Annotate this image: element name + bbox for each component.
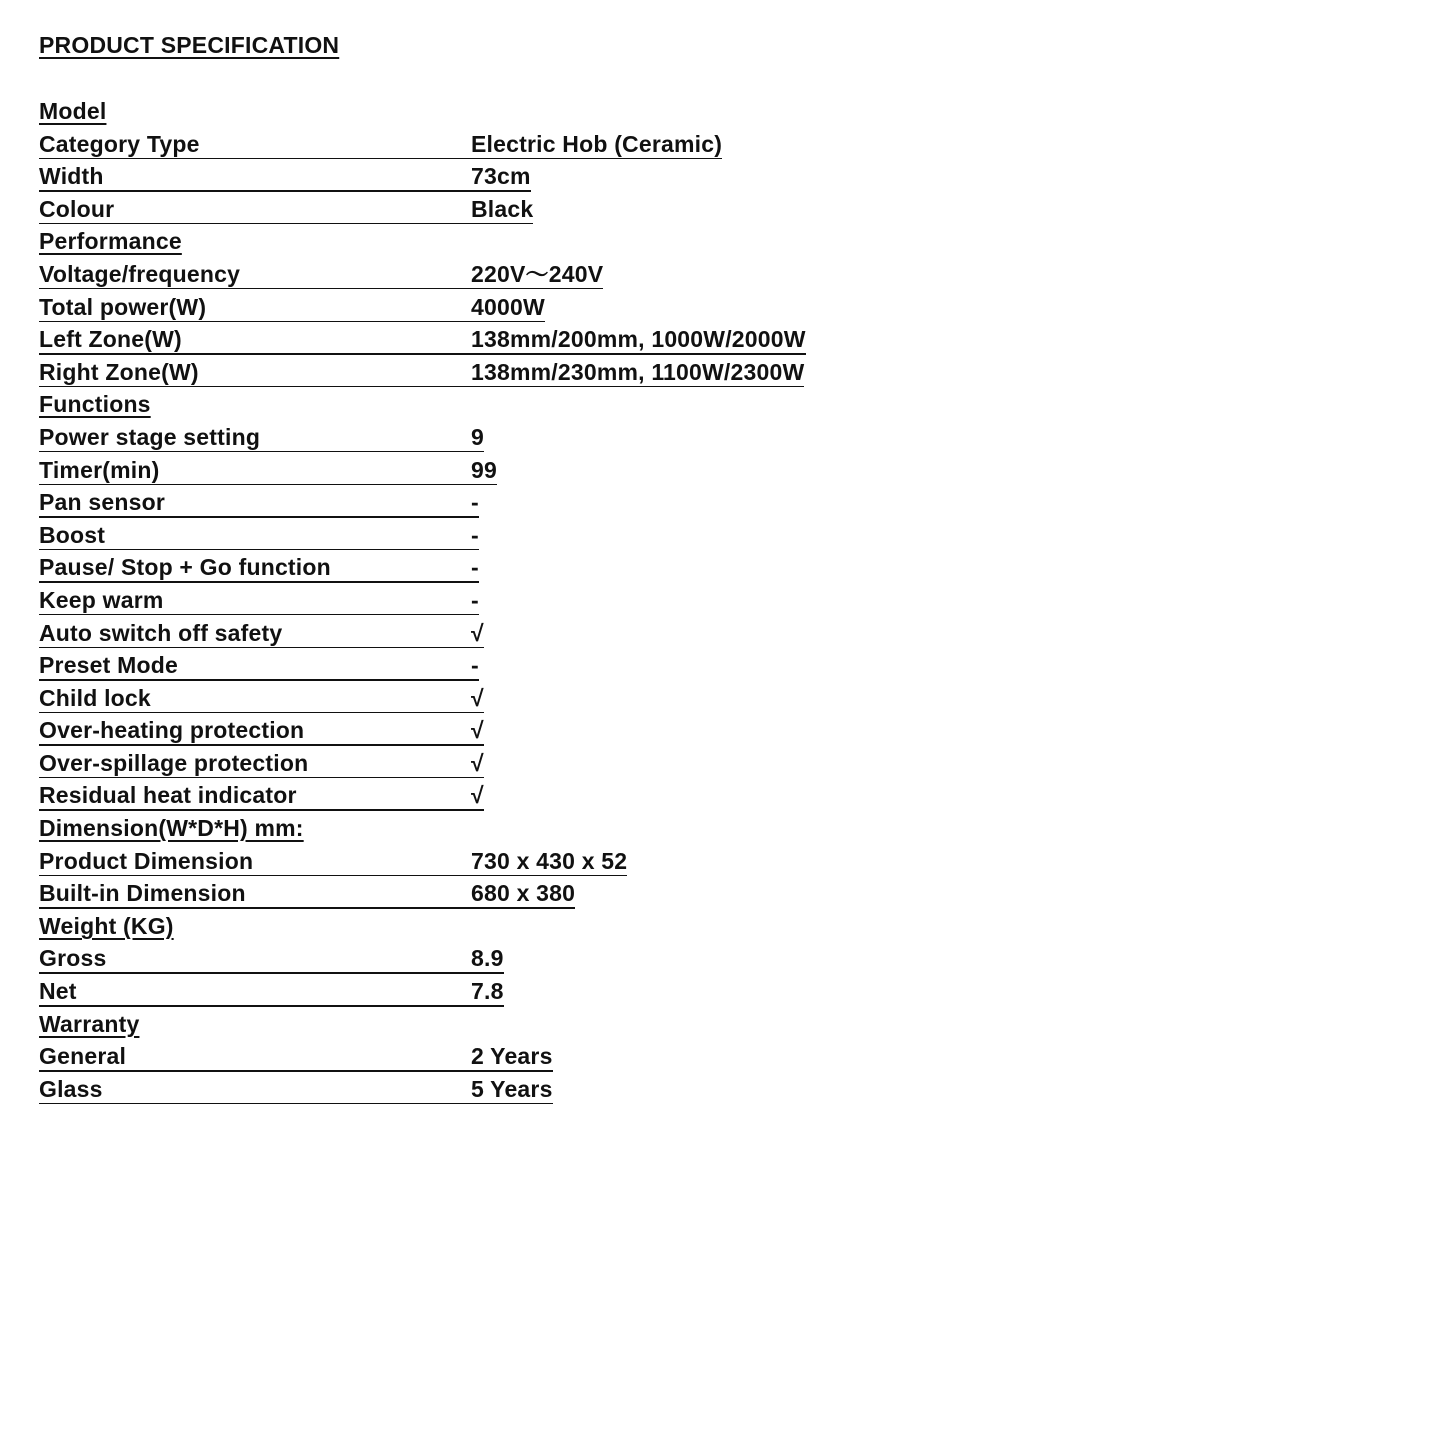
spec-label: Gross (39, 945, 107, 972)
row-underline (39, 321, 545, 323)
row-underline (39, 679, 479, 681)
spec-label: Total power(W) (39, 293, 207, 320)
spec-label: Voltage/frequency (39, 260, 241, 287)
spec-value: √ (471, 749, 484, 776)
row-underline (39, 158, 722, 160)
row-underline (39, 190, 531, 192)
spec-label: Boost (39, 521, 106, 548)
spec-value: 730 x 430 x 52 (471, 847, 628, 874)
row-underline (39, 875, 627, 877)
spec-value: 7.8 (471, 978, 504, 1005)
row-underline (39, 223, 533, 225)
spec-label: Keep warm (39, 586, 164, 613)
spec-label: Preset Mode (39, 652, 178, 679)
row-underline (39, 353, 806, 355)
row-underline (39, 712, 484, 714)
spec-label: Pause/ Stop + Go function (39, 554, 331, 581)
spec-label: Power stage setting (39, 423, 261, 450)
row-underline (39, 581, 479, 583)
spec-label: Auto switch off safety (39, 619, 283, 646)
spec-value: 73cm (471, 163, 531, 190)
row-underline (39, 777, 484, 779)
spec-value: - (471, 554, 479, 581)
spec-value: 99 (471, 456, 497, 483)
spec-label: Right Zone(W) (39, 358, 199, 385)
spec-label: Net (39, 978, 77, 1005)
section-title: Warranty (39, 1010, 140, 1037)
spec-value: √ (471, 717, 484, 744)
spec-label: General (39, 1043, 127, 1070)
spec-label: Pan sensor (39, 489, 165, 516)
spec-label: Over-heating protection (39, 717, 305, 744)
spec-label: Residual heat indicator (39, 782, 297, 809)
spec-value: 220V～240V (471, 260, 604, 287)
row-underline (39, 1005, 504, 1007)
spec-label: Built-in Dimension (39, 880, 246, 907)
spec-value: - (471, 489, 479, 516)
spec-value: 8.9 (471, 945, 504, 972)
spec-value: Black (471, 195, 534, 222)
spec-label: Category Type (39, 130, 200, 157)
spec-label: Width (39, 163, 104, 190)
spec-label: Glass (39, 1075, 103, 1102)
row-underline (39, 614, 479, 616)
section-title: Weight (KG) (39, 912, 174, 939)
row-underline (39, 451, 484, 453)
spec-value: 680 x 380 (471, 880, 576, 907)
section-title: Functions (39, 391, 151, 418)
spec-label: Timer(min) (39, 456, 160, 483)
spec-value: 138mm/200mm, 1000W/2000W (471, 326, 806, 353)
section-title: Model (39, 98, 107, 124)
spec-value: 5 Years (471, 1075, 553, 1102)
row-underline (39, 647, 484, 649)
spec-label: Colour (39, 195, 115, 222)
spec-label: Over-spillage protection (39, 749, 309, 776)
spec-value: √ (471, 619, 484, 646)
spec-value: - (471, 652, 479, 679)
section-title: Performance (39, 228, 182, 255)
row-underline (39, 744, 484, 746)
section-title: Dimension(W*D*H) mm: (39, 815, 304, 842)
row-underline (39, 1070, 553, 1072)
row-underline (39, 809, 484, 811)
row-underline (39, 972, 504, 974)
row-underline (39, 386, 804, 388)
row-underline (39, 516, 479, 518)
spec-value: - (471, 521, 479, 548)
spec-value: 2 Years (471, 1043, 553, 1070)
row-underline (39, 907, 575, 909)
spec-value: 4000W (471, 293, 545, 320)
spec-value: 138mm/230mm, 1100W/2300W (471, 358, 805, 385)
spec-value: √ (471, 684, 484, 711)
spec-label: Left Zone(W) (39, 326, 182, 353)
row-underline (39, 1103, 553, 1105)
row-underline (39, 549, 479, 551)
page-title: PRODUCT SPECIFICATION (39, 32, 340, 58)
spec-value: - (471, 586, 479, 613)
row-underline (39, 288, 603, 290)
spec-value: √ (471, 782, 484, 809)
row-underline (39, 484, 497, 486)
spec-value: 9 (471, 423, 484, 450)
spec-value: Electric Hob (Ceramic) (471, 130, 723, 157)
spec-label: Child lock (39, 684, 151, 711)
spec-label: Product Dimension (39, 847, 254, 874)
